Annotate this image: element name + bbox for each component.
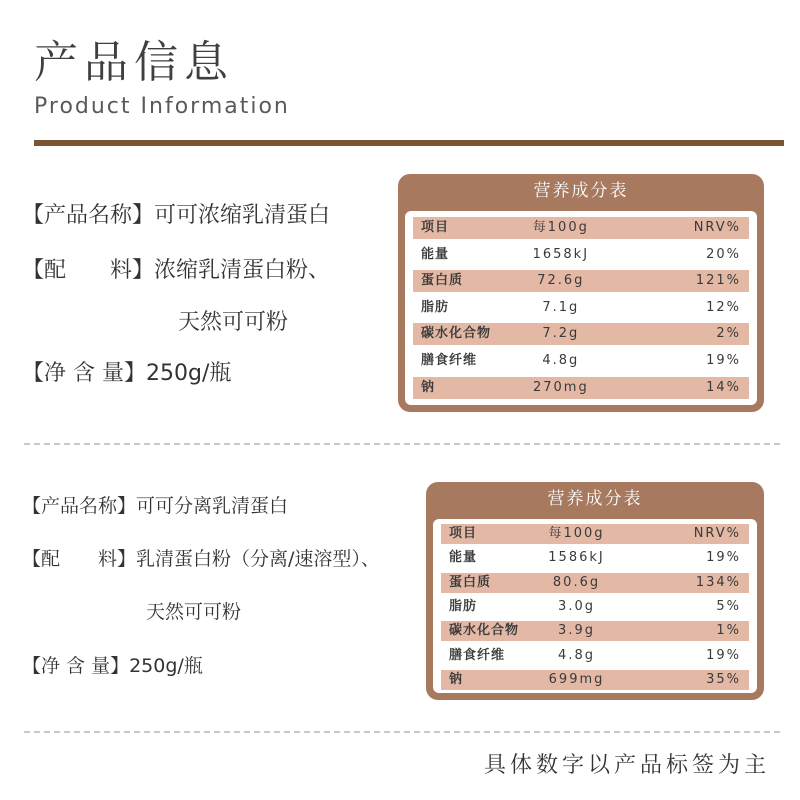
product2-nutrition-table	[433, 519, 757, 693]
section-divider	[24, 443, 780, 445]
nutrition-cell-per100g: 72.6g	[537, 273, 585, 289]
nutrition-cell-item: 项目	[421, 220, 450, 235]
product2-net-value: 250g/瓶	[129, 655, 203, 677]
page-title: 产品信息	[34, 37, 234, 88]
nutrition-cell-nrv: 134%	[695, 574, 741, 590]
product1-name-label: 【产品名称】	[22, 203, 155, 228]
nutrition-cell-item: 蛋白质	[449, 574, 492, 590]
nutrition-cell-per100g: 每100g	[548, 526, 605, 541]
nutrition-cell-per100g: 80.6g	[552, 574, 601, 590]
header-divider	[34, 140, 784, 146]
nutrition-cell-nrv: 19%	[706, 353, 741, 368]
product2-net-label: 【净 含 量】	[22, 655, 130, 677]
footer-note: 具体数字以产品标签为主	[483, 753, 770, 778]
nutrition-cell-nrv: 1%	[716, 623, 741, 639]
nutrition-cell-per100g: 3.0g	[558, 598, 595, 614]
product1-net-row	[22, 356, 231, 387]
nutrition-cell-per100g: 每100g	[532, 220, 589, 235]
product1-nutrition-panel	[398, 174, 764, 412]
nutrition-cell-nrv: 19%	[706, 550, 741, 566]
product2-ingredients-value: 乳清蛋白粉（分离/速溶型）、	[136, 548, 380, 570]
product1-nutrition-title: 营养成分表	[533, 181, 629, 201]
nutrition-cell-per100g: 4.8g	[542, 353, 580, 368]
nutrition-row	[441, 548, 749, 568]
nutrition-cell-item: 项目	[449, 526, 478, 541]
nutrition-row	[441, 646, 749, 666]
product1-nutrition-table	[405, 211, 757, 405]
product2-ingredients-label: 【配 料】	[22, 548, 137, 570]
nutrition-row	[413, 323, 749, 345]
nutrition-row	[413, 244, 749, 266]
product2-nutrition-panel	[426, 482, 764, 700]
nutrition-cell-nrv: NRV%	[693, 220, 741, 235]
nutrition-cell-item: 膳食纤维	[449, 647, 506, 663]
nutrition-cell-item: 脂肪	[421, 299, 450, 315]
product1-ingredients-row	[22, 253, 330, 284]
nutrition-cell-nrv: 14%	[706, 379, 741, 395]
nutrition-cell-nrv: 2%	[716, 326, 741, 342]
nutrition-cell-per100g: 7.2g	[542, 326, 580, 342]
nutrition-cell-per100g: 1658kJ	[532, 246, 590, 262]
product1-ingredients-label: 【配 料】	[22, 258, 155, 283]
nutrition-cell-per100g: 1586kJ	[548, 550, 605, 566]
product2-net-row	[22, 651, 203, 678]
product2-name-value: 可可分离乳清蛋白	[136, 495, 289, 517]
nutrition-row	[441, 524, 749, 544]
product1-net-value: 250g/瓶	[146, 361, 232, 386]
nutrition-row	[441, 573, 749, 593]
nutrition-row	[413, 217, 749, 239]
nutrition-cell-per100g: 7.1g	[542, 299, 580, 315]
nutrition-row	[413, 297, 749, 319]
nutrition-cell-nrv: 19%	[706, 647, 741, 663]
product1-net-label: 【净 含 量】	[22, 361, 146, 386]
product2-name-row	[22, 491, 288, 518]
product1-name-row	[22, 198, 330, 229]
nutrition-cell-item: 蛋白质	[421, 273, 464, 289]
product1-ingredients-value-line2: 天然可可粉	[178, 310, 289, 335]
nutrition-row	[413, 350, 749, 372]
page-subtitle: Product Information	[34, 94, 290, 119]
nutrition-cell-item: 能量	[449, 550, 478, 566]
nutrition-row	[441, 670, 749, 690]
nutrition-cell-nrv: 5%	[716, 598, 741, 614]
product1-ingredients-value: 浓缩乳清蛋白粉、	[154, 258, 331, 283]
product2-name-label: 【产品名称】	[22, 495, 137, 517]
product2-ingredients-row	[22, 544, 380, 571]
nutrition-cell-nrv: 20%	[706, 246, 741, 262]
nutrition-row	[413, 377, 749, 399]
nutrition-row	[413, 270, 749, 292]
nutrition-cell-nrv: 35%	[706, 671, 741, 687]
nutrition-cell-per100g: 699mg	[548, 671, 605, 687]
nutrition-row	[441, 621, 749, 641]
nutrition-cell-item: 膳食纤维	[421, 353, 478, 368]
nutrition-cell-item: 钠	[449, 671, 464, 687]
nutrition-cell-nrv: 12%	[706, 299, 741, 315]
nutrition-row	[441, 597, 749, 617]
nutrition-cell-per100g: 270mg	[532, 379, 589, 395]
nutrition-cell-nrv: 121%	[695, 273, 741, 289]
nutrition-cell-item: 钠	[421, 379, 436, 395]
nutrition-cell-nrv: NRV%	[693, 526, 741, 541]
nutrition-cell-item: 碳水化合物	[421, 326, 492, 342]
nutrition-cell-per100g: 4.8g	[558, 647, 595, 663]
nutrition-cell-item: 碳水化合物	[449, 623, 520, 639]
footer-divider	[24, 731, 780, 733]
nutrition-cell-item: 脂肪	[449, 598, 478, 614]
nutrition-cell-item: 能量	[421, 246, 450, 262]
product2-nutrition-title: 营养成分表	[547, 489, 643, 509]
nutrition-cell-per100g: 3.9g	[558, 623, 595, 639]
product1-name-value: 可可浓缩乳清蛋白	[154, 203, 331, 228]
product2-ingredients-value-line2: 天然可可粉	[146, 601, 242, 623]
